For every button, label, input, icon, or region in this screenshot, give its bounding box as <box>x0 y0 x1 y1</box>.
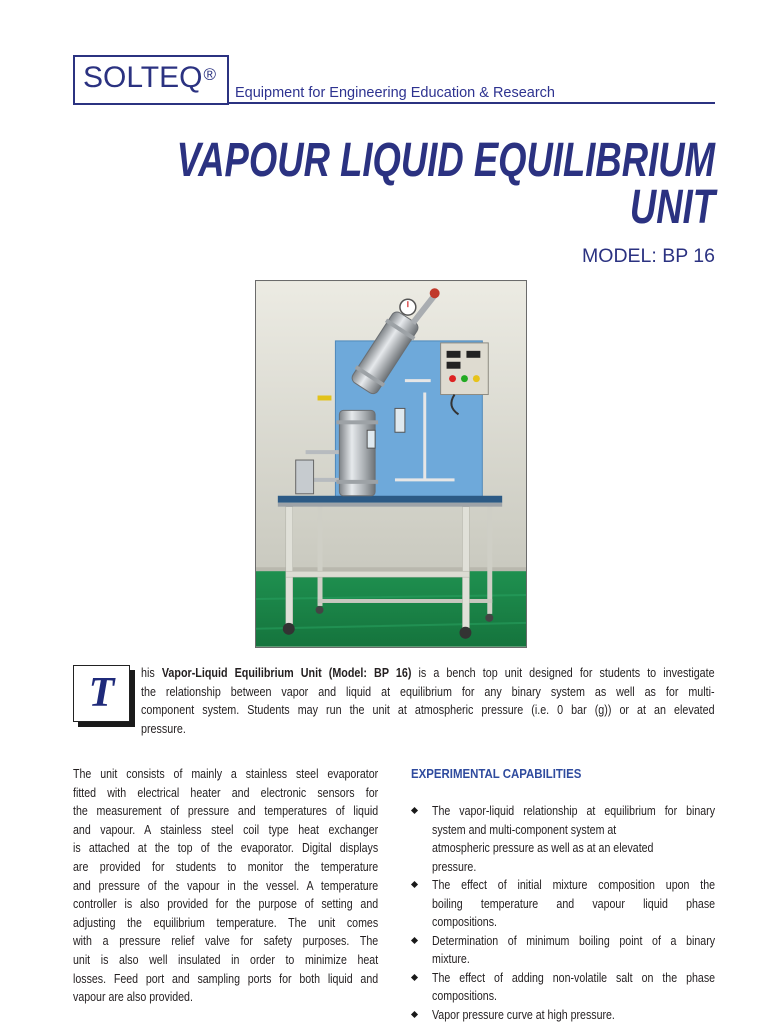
description-line: the measurement of pressure and temperatures of liquid <box>73 804 379 819</box>
header-divider <box>229 102 715 104</box>
description-line: controller is also provided for the purpose of setting and <box>73 897 379 912</box>
list-item-line: Determination of minimum boiling point of a binary <box>432 933 716 948</box>
capabilities-heading: EXPERIMENTAL CAPABILITIES <box>411 766 582 781</box>
page-title-line-2: UNIT <box>629 181 715 234</box>
intro-text: is a bench top unit designed for students to investigate <box>411 666 715 680</box>
description-line: losses. Feed port and sampling ports for both liquid and <box>73 971 379 986</box>
drop-cap-letter: T <box>88 670 115 716</box>
list-item <box>432 1006 715 1024</box>
model-number: MODEL: BP 16 <box>582 245 715 267</box>
description-line: vapour are also provided. <box>73 990 193 1005</box>
diamond-bullet-icon <box>411 973 418 980</box>
description-line: The unit consists of mainly a stainless steel evaporator <box>73 767 379 781</box>
product-illustration <box>256 281 526 647</box>
page-title-line-1: VAPOUR LIQUID EQUILIBRIUM <box>176 134 715 187</box>
brand-name: SOLTEQ <box>83 61 203 94</box>
list-item-line: compositions. <box>432 989 497 1003</box>
description-line: is attached at the top of the evaporator. Digital displays <box>73 841 379 856</box>
list-item-line: atmospheric pressure as well as at an elevated <box>432 841 654 855</box>
brand-tagline: Equipment for Engineering Education & Research <box>235 85 555 101</box>
intro-text: his <box>141 666 162 680</box>
list-item <box>432 969 715 1006</box>
list-item-line: pressure. <box>432 859 477 874</box>
description-line: and vapour. A stainless steel coil type heat exchanger <box>73 822 379 837</box>
diamond-bullet-icon <box>411 881 418 888</box>
diamond-bullet-icon <box>411 1010 418 1017</box>
list-item-line: The vapor-liquid relationship at equilibrium for binary <box>432 804 716 818</box>
description-line: and pressure of the vapour in the vessel. A temperature <box>73 878 379 893</box>
list-item-line: The effect of initial mixture composition upon the <box>432 878 716 892</box>
list-item <box>432 932 715 969</box>
list-item-line: Vapor pressure curve at high pressure. <box>432 1007 615 1022</box>
description-line: are provided for students to monitor the temperature <box>73 859 379 874</box>
intro-paragraph <box>141 664 715 738</box>
description-line: unit is also well insulated in order to minimize heat <box>73 952 379 967</box>
intro-line <box>141 664 715 683</box>
list-item-line: boiling temperature and vapour liquid phase <box>432 896 716 911</box>
description-line: adjusting the equilibrium temperature. The unit comes <box>73 915 379 930</box>
intro-line: component system. Students may run the unit at atmospheric pressure (i.e. 0 bar (g)) or at an elevated <box>141 703 715 718</box>
brand-logo-box <box>73 55 229 105</box>
list-item-line: The effect of adding non-volatile salt on the phase <box>432 970 716 985</box>
list-item-line: compositions. <box>432 915 497 929</box>
diamond-bullet-icon <box>411 807 418 814</box>
drop-cap-box <box>73 665 130 722</box>
brand-logo <box>83 60 216 96</box>
list-item <box>432 876 715 932</box>
product-photo <box>255 280 527 648</box>
list-item-line: system and multi-component system at <box>432 822 617 837</box>
registered-mark: ® <box>203 65 217 84</box>
description-paragraph <box>73 765 378 1007</box>
description-line: fitted with electrical heater and electronic sensors for <box>73 785 379 800</box>
capabilities-list <box>432 802 715 1024</box>
intro-line: pressure. <box>141 721 186 736</box>
description-line: with a pressure relief valve for safety purposes. The <box>73 934 379 949</box>
list-item-line: mixture. <box>432 952 470 966</box>
list-item <box>432 802 715 876</box>
diamond-bullet-icon <box>411 936 418 943</box>
evaporator-column <box>336 410 378 495</box>
intro-line: the relationship between vapor and liquid at equilibrium for any binary system as well as for multi- <box>141 684 715 699</box>
intro-product-name: Vapor-Liquid Equilibrium Unit (Model: BP 16) <box>161 666 412 680</box>
